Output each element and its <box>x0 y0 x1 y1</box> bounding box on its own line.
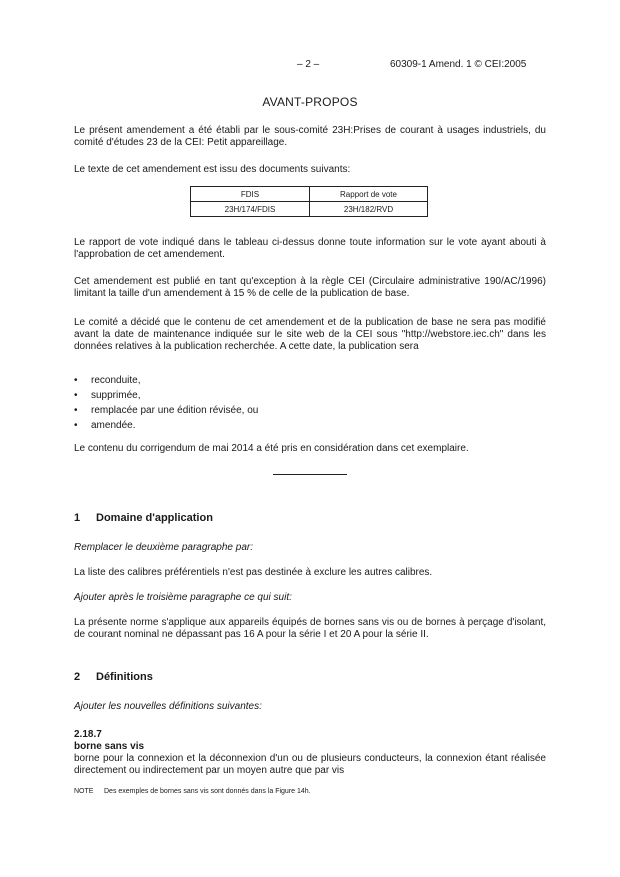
section-title: Domaine d'application <box>96 512 213 524</box>
voting-report-paragraph: Le rapport de vote indiqué dans le tableau ci-dessus donne toute information sur le vote ayant abouti à l'approbation de cet amendement. <box>74 237 546 260</box>
table-cell: 23H/174/FDIS <box>191 202 310 217</box>
table-header-cell: Rapport de vote <box>310 187 428 202</box>
table-row <box>191 202 428 217</box>
table-cell: 23H/182/RVD <box>310 202 428 217</box>
list-item-text: amendée. <box>91 420 136 431</box>
voting-documents-table <box>190 186 428 217</box>
page-title: AVANT-PROPOS <box>262 95 358 109</box>
intro-paragraph-2: Le texte de cet amendement est issu des documents suivants: <box>74 164 351 175</box>
instruction-text: Ajouter les nouvelles définitions suivantes: <box>74 701 262 712</box>
page-number: – 2 – <box>297 59 320 70</box>
replacement-text: La liste des calibres préférentiels n'est pas destinée à exclure les autres calibres. <box>74 567 433 578</box>
section-number: 2 <box>74 671 81 683</box>
section-title: Définitions <box>96 671 153 683</box>
table-header-row <box>191 187 428 202</box>
intro-paragraph-1: Le présent amendement a été établi par le sous-comité 23H:Prises de courant à usages industriels, du comité d'études 23 de la CEI: Petit appareillage. <box>74 125 546 148</box>
table-header-cell: FDIS <box>191 187 310 202</box>
instruction-text: Remplacer le deuxième paragraphe par: <box>74 542 253 553</box>
bullet-icon: • <box>74 390 78 401</box>
list-item-text: supprimée, <box>91 390 141 401</box>
list-item-text: reconduite, <box>91 375 141 386</box>
added-text: La présente norme s'applique aux appareils équipés de bornes sans vis ou de bornes à perçage d'isolant, de courant nominal ne dépassant pas 16 A pour la série I et 20 A pour la série II. <box>74 617 546 640</box>
note-label: NOTE <box>74 788 94 795</box>
bullet-icon: • <box>74 375 78 386</box>
exception-paragraph: Cet amendement est publié en tant qu'exception à la règle CEI (Circulaire administrative 190/AC/1996) limitant la taille d'un amendement à 15 % de celle de la publication de base. <box>74 276 546 299</box>
maintenance-paragraph: Le comité a décidé que le contenu de cet amendement et de la publication de base ne sera pas modifié avant la date de maintenance indiquée sur le site web de la CEI sous "http://webstore.iec.ch" dans les données relatives à la publication recherchée. A cette date, la publication sera <box>74 317 546 352</box>
section-number: 1 <box>74 512 81 524</box>
bullet-icon: • <box>74 405 78 416</box>
list-item-text: remplacée par une édition révisée, ou <box>91 405 259 416</box>
instruction-text: Ajouter après le troisième paragraphe ce qui suit: <box>74 592 292 603</box>
note-text: Des exemples de bornes sans vis sont donnés dans la Figure 14h. <box>104 788 311 795</box>
section-divider <box>273 474 347 475</box>
corrigendum-paragraph: Le contenu du corrigendum de mai 2014 a été pris en considération dans cet exemplaire. <box>74 443 469 454</box>
clause-number: 2.18.7 <box>74 729 102 740</box>
bullet-icon: • <box>74 420 78 431</box>
term-definition: borne pour la connexion et la déconnexion d'un ou de plusieurs conducteurs, la connexion étant réalisée directement ou indirectement par un moyen autre que par vis <box>74 753 546 776</box>
defined-term: borne sans vis <box>74 741 145 752</box>
document-reference: 60309-1 Amend. 1 © CEI:2005 <box>390 59 527 70</box>
